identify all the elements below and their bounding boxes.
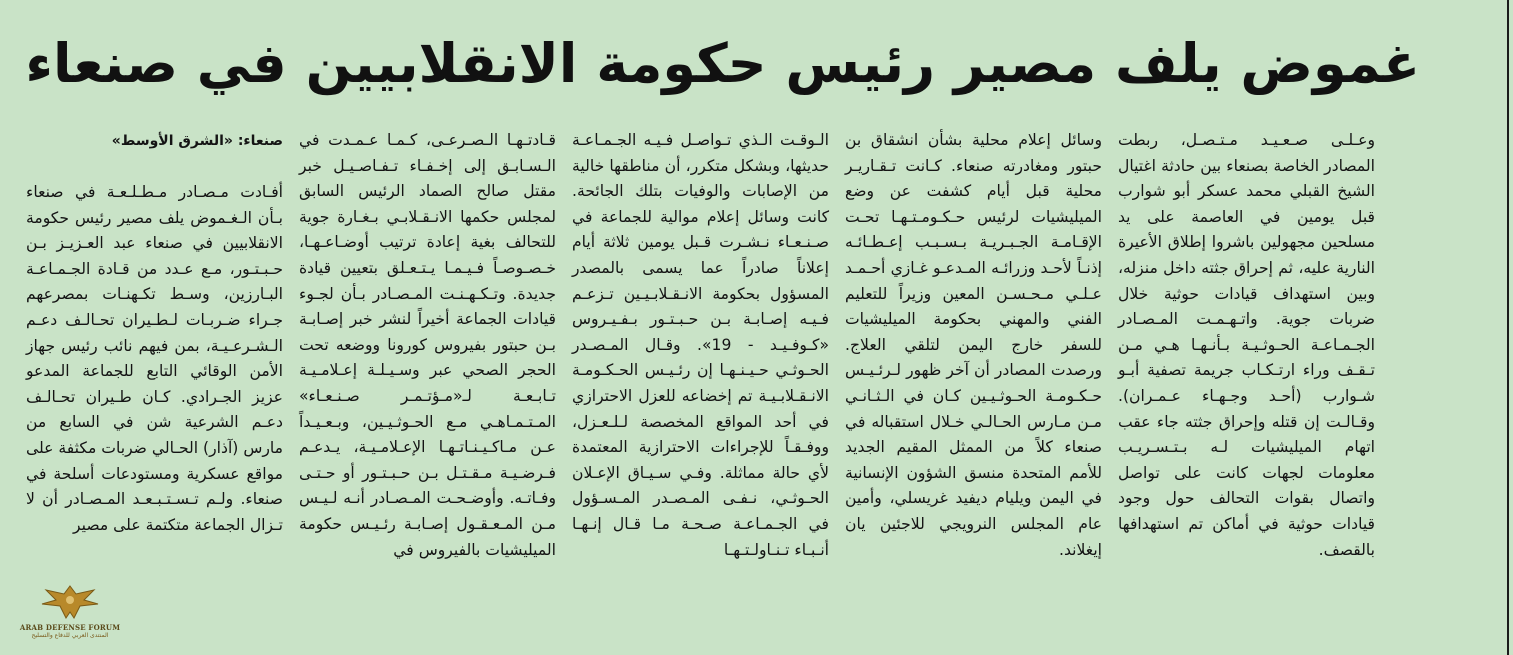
- column-text-4: وسائل إعلام محلية بشأن انشقاق بن حبتور ومغادرته صنعاء. كـانت تـقـاريـر محلية قبل أيام كشفت عن وضع الميليشيات لرئيس حـكـومـتـهـا تحـت الإقـامـة الجـبـريـة بـسـبـب إعـطـائـه إذنـاً لأحـد وزرائـه المـدعـو غـازي أحـمـد عـلـي مـحـسـن المعين وزيراً للتعليم الفني والمهني بحكومة الميليشيات للسفر خارج اليمن لتلقي العلاج. ورصدت المصادر أن آخر ظهور لـرئـيـس حـكـومـة الحـوثـيـين كـان في الـثـانـي مـن مـارس الحـالـي خـلال استقباله في صنعاء كلاً من الممثل المقيم الجديد للأمم المتحدة منسق الشؤون الإنسانية في اليمن ويليام ديفيد غريسلي، وأمين عام المجلس النرويجي للاجئين يان إيغلاند.: [845, 131, 1102, 559]
- column-text-2: قـادتـهـا الـصـرعـى، كـمـا عـمـدت في الـسـابـق إلى إخـفـاء تـفـاصـيـل خبر مقتل صالح الصماد الرئيس السابق لمجلس حكمها الانـقـلابـي بـغـارة جوية للتحالف بغية إعادة ترتيب أوضـاعـهـا، خـصـوصـاً فـيـمـا يـتـعـلق بتعيين قيادة جديدة. وتـكـهـنـت المـصـادر بـأن لجـوء قيادات الجماعة أخيراً لنشر خبر إصـابـة بـن حبتور بفيروس كورونا ووضعه تحت الحجر الصحي عبر وسـيـلـة إعـلامـيـة تـابـعـة لـ«مـؤتـمـر صـنـعـاء» المـتـمـاهـي مـع الحـوثـيـين، وبـعـيـداً عـن مـاكـيـنـاتـهـا الإعـلامـيـة، يـدعـم فـرضـيـة مـقـتـل بـن حـبـتـور أو حـتـى وفـاتـه. وأوضـحـت المـصـادر أنـه لـيـس مـن المـعـقـول إصـابـة رئـيـس حكومة الميليشيات بالفيروس في: [299, 131, 556, 559]
- article-column-3: [564, 128, 837, 648]
- article-column-5: [1110, 128, 1383, 648]
- article-body: [18, 128, 1504, 648]
- eagle-emblem-icon: [38, 582, 102, 622]
- dateline: صنعاء: «الشرق الأوسط»: [111, 133, 283, 149]
- column-text-1: أفـادت مـصـادر مـطـلـعـة في صنعاء بـأن الـغـموض يلف مصير رئيس حكومة الانقلابيين في صنعاء عبد العـزيـز بـن حـبـتـور، مـع عـدد من قـادة الجـمـاعـة البـارزين، وسـط تكـهنـات بمصرعهم جـراء ضـربـات لـطـيران تحـالـف دعـم الـشـرعـيـة، بمن فيهم نائب رئيس جهاز الأمن الوقائي التابع للجماعة المدعو عزيز الجـرادي. كـان طـيران تحـالـف دعـم الشرعية شن في السابع من مارس (آذار) الحـالي ضربات مكثفة على مواقع عسكرية ومستودعات أسلحة في صنعاء. ولـم تـسـتـبـعـد المـصـادر أن لا تـزال الجماعة متكتمة على مصير: [26, 183, 283, 534]
- column-rule: [1507, 0, 1509, 655]
- article-column-2: [291, 128, 564, 648]
- column-text-3: الـوقـت الـذي تـواصـل فـيـه الجـمـاعـة حديثها، وبشكل متكرر، أن مناطقها خالية من الإصابات والوفيات بتلك الجائحة. كانت وسائل إعلام موالية للجماعة في صـنـعـاء نـشـرت قـبل يومين ثلاثة أيام إعلاناً صادراً عما يسمى بالمصدر المسؤول بحكومة الانـقـلابـيـين تـزعـم فـيـه إصـابـة بـن حـبـتـور بـفـيـروس «كـوفـيـد - 19». وقـال المـصـدر الحـوثـي حـيـنـهـا إن رئـيـس الحـكـومـة الانـقـلابـيـة تم إخضاعه للعزل الاحترازي في أحد المواقع المخصصة لـلـعـزل، ووفـقـاً للإجراءات الاحترازية المعتمدة لأي حالة مماثلة. وفـي سـيـاق الإعـلان الحـوثـي، نـفـى المـصـدر المـسـؤول في الجـمـاعـة صـحـة مـا قـال إنـهـا أنـبـاء تـنـاولـتـهـا: [572, 131, 829, 559]
- watermark-title: ARAB DEFENSE FORUM: [19, 623, 121, 632]
- column-text-5: وعـلـى صـعـيـد مـتـصـل، ربطت المصادر الخاصة بصنعاء بين حادثة اغتيال الشيخ القبلي محمد عسكر أبو شوارب قبل يومين في العاصمة على يد مسلحين مجهولين باشروا إطلاق الأعيرة النارية عليه، ثم إحراق جثته داخل منزله، وبين استهداف قيادات حوثية خلال ضربات جوية. واتـهـمـت المـصـادر الجـمـاعـة الحـوثـيـة بـأنـهـا هـي مـن تـقـف وراء ارتـكـاب جريمة تصفية أبـو شـوارب (أحـد وجـهـاء عـمـران). وقـالـت إن قتله وإحراق جثته جاء عقب اتهام الميليشيات لـه بـتـسـريـب معلومات لجهات كانت على تواصل واتصال بقوات التحالف حول وجود قيادات حوثية في أماكن تم استهدافها بالقصف.: [1118, 131, 1375, 559]
- watermark-subtitle: المنتدى العربي للدفاع والتسليح: [31, 632, 109, 639]
- article-column-4: [837, 128, 1110, 648]
- watermark-logo: [14, 582, 126, 652]
- headline: غموض يلف مصير رئيس حكومة الانقلابيين في صنعاء: [25, 32, 1420, 95]
- article-column-1: [18, 128, 291, 648]
